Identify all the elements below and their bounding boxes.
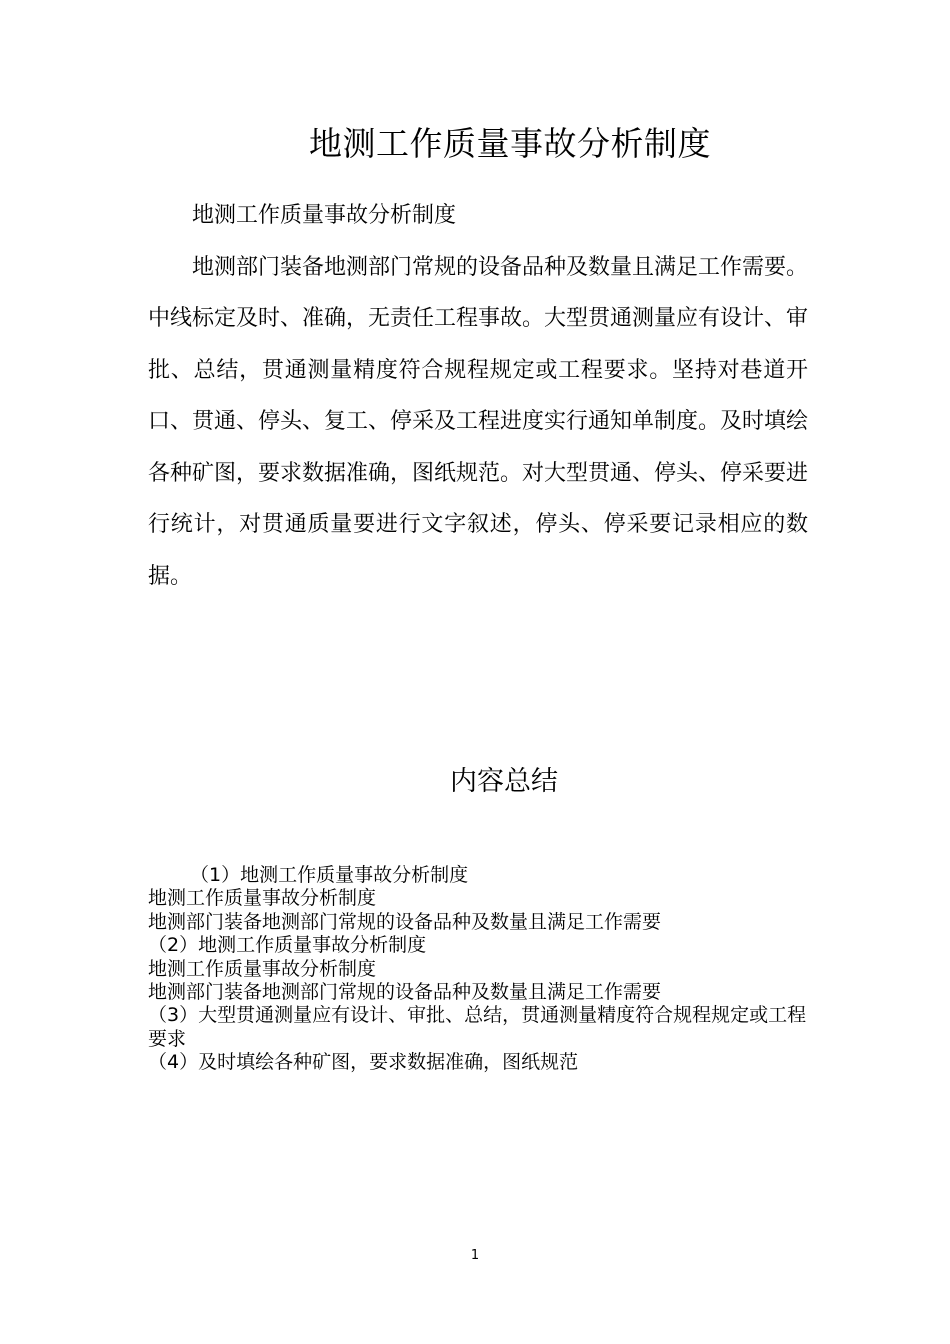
body-paragraph: 地测工作质量事故分析制度 bbox=[192, 203, 457, 228]
summary-title: 内容总结 bbox=[450, 766, 558, 797]
summary-item: 地测部门装备地测部门常规的设备品种及数量且满足工作需要 bbox=[148, 910, 662, 933]
summary-item: 地测部门装备地测部门常规的设备品种及数量且满足工作需要 bbox=[148, 981, 662, 1004]
document-title: 地测工作质量事故分析制度 bbox=[309, 124, 711, 163]
summary-item: （3）大型贯通测量应有设计、审批、总结，贯通测量精度符合规程规定或工程要求 bbox=[148, 1004, 807, 1050]
summary-item: 地测工作质量事故分析制度 bbox=[148, 887, 377, 910]
summary-item: （4）及时填绘各种矿图，要求数据准确，图纸规范 bbox=[148, 1051, 579, 1074]
summary-item: （1）地测工作质量事故分析制度 bbox=[190, 864, 469, 886]
summary-item: 地测工作质量事故分析制度 bbox=[148, 957, 377, 980]
document-body bbox=[148, 190, 808, 602]
summary-list bbox=[148, 864, 813, 1075]
summary-item: （2）地测工作质量事故分析制度 bbox=[148, 934, 427, 957]
body-paragraph: 地测部门装备地测部门常规的设备品种及数量且满足工作需要。中线标定及时、准确，无责任工程事故。大型贯通测量应有设计、审批、总结，贯通测量精度符合规程规定或工程要求。坚持对巷道开口、贯通、停头、复工、停采及工程进度实行通知单制度。及时填绘各种矿图，要求数据准确，图纸规范。对大型贯通、停头、停采要进行统计，对贯通质量要进行文字叙述，停头、停采要记录相应的数据。 bbox=[148, 254, 809, 589]
page-number: 1 bbox=[470, 1248, 480, 1263]
